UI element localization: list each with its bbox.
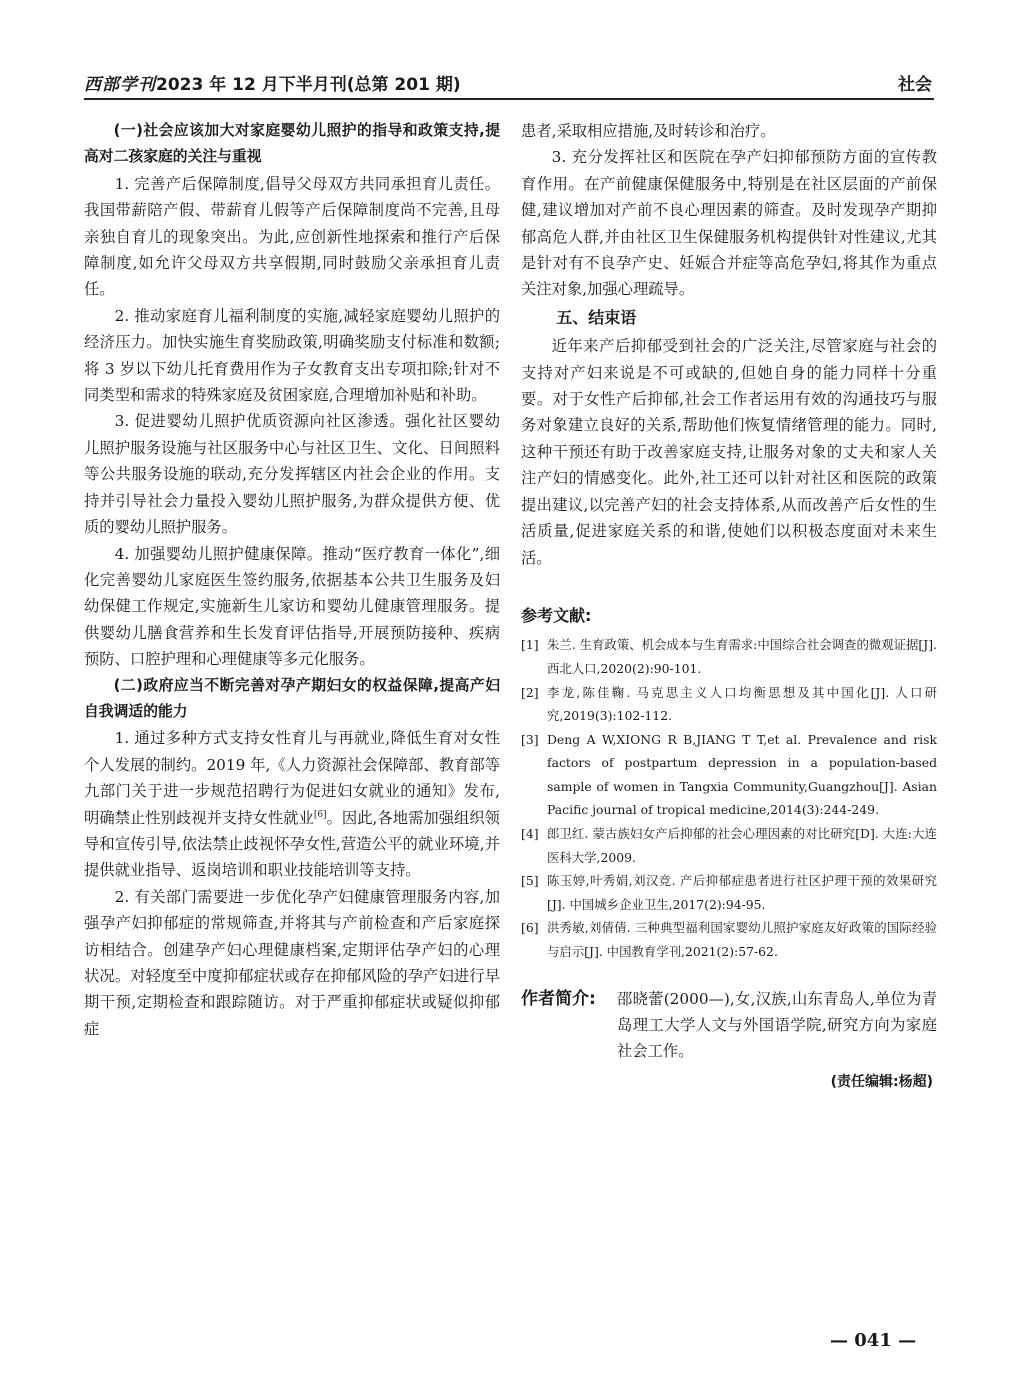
author-bio — [521, 986, 937, 1065]
reference-number: [1] — [521, 637, 539, 653]
reference-text: 李龙,陈佳鞠. 马克思主义人口均衡思想及其中国化[J]. 人口研究,2019(3):102-112. — [547, 684, 937, 724]
paragraph: 3. 充分发挥社区和医院在孕产妇抑郁预防方面的宣传教育作用。在产前健康保健服务中,特别是在社区层面的产前保健,建议增加对产前不良心理因素的筛查。及时发现孕产期抑郁高危人群,并由社区卫生保健服务机构提供针对性建议,尤其是针对有不良孕产史、妊娠合并症等高危孕妇,将其作为重点关注对象,加强心理疏导。 — [521, 148, 937, 299]
reference-number: [2] — [521, 684, 539, 700]
reference-number: [4] — [521, 826, 539, 842]
reference-item — [521, 916, 937, 963]
right-column — [521, 118, 937, 1095]
reference-item — [521, 869, 937, 916]
paragraph: 患者,采取相应措施,及时转诊和治疗。 — [521, 122, 776, 140]
section-tag: 社会 — [898, 75, 932, 95]
reference-number: [5] — [521, 873, 539, 889]
reference-text: 洪秀敏,刘倩倩. 三种典型福利国家婴幼儿照护家庭友好政策的国际经验与启示[J]. 中国教育学刊,2021(2):57-62. — [547, 920, 937, 960]
reference-text: 郎卫红. 蒙古族妇女产后抑郁的社会心理因素的对比研究[D]. 大连:大连医科大学,2009. — [547, 826, 937, 865]
journal-logo: 西部学刊 — [84, 75, 156, 95]
paragraph-text: 1. 通过多种方式支持女性育儿与再就业,降低生育对女性个人发展的制约。2019 年,《人力资源社会保障部、教育部等九部门关于进一步规范招聘行为促进妇女就业的通知》发布,明确禁止性别歧视并支持女性就业 — [84, 729, 500, 827]
references-title: 参考文献: — [521, 605, 592, 625]
section-heading-conclusion: 五、结束语 — [556, 307, 637, 327]
running-header — [84, 68, 934, 100]
journal-issue-line — [84, 70, 461, 95]
paragraph: 2. 推动家庭育儿福利制度的实施,减轻家庭婴幼儿照护的经济压力。加快实施生育奖励政策,明确奖励支付标准和数额;将 3 岁以下幼儿托育费用作为子女教育支出专项扣除;针对不同类型和需求的特殊家庭及贫困家庭,合理增加补贴和补助。 — [84, 306, 500, 405]
reference-item — [521, 728, 937, 822]
citation-marker: [6] — [313, 809, 327, 820]
page-number: — 041 — — [830, 1330, 917, 1351]
responsible-editor: (责任编辑:杨超) — [830, 1073, 933, 1090]
reference-text: 陈玉婷,叶秀娟,刘汉竞. 产后抑郁症患者进行社区护理干预的效果研究[J]. 中国城乡企业卫生,2017(2):94-95. — [547, 873, 937, 912]
paragraph — [84, 725, 500, 883]
reference-item — [521, 822, 937, 869]
paragraph: 1. 完善产后保障制度,倡导父母双方共同承担育儿责任。我国带薪陪产假、带薪育儿假等产后保障制度尚不完善,且母亲独自育儿的现象突出。为此,应创新性地探索和推行产后保障制度,如允许父母双方共享假期,同时鼓励父亲承担育儿责任。 — [84, 174, 500, 299]
reference-text: 朱兰. 生育政策、机会成本与生育需求:中国综合社会调查的微观证据[J]. 西北人口,2020(2):90-101. — [547, 637, 937, 676]
paragraph: 2. 有关部门需要进一步优化孕产妇健康管理服务内容,加强孕产妇抑郁症的常规筛查,并将其与产前检查和产后家庭探访相结合。创建孕产妇心理健康档案,定期评估孕产妇的心理状况。对轻度至中度抑郁症状或存在抑郁风险的孕产妇进行早期干预,定期检查和跟踪随访。对于严重抑郁症状或疑似抑郁症 — [84, 887, 500, 1038]
subheading-1: (一)社会应该加大对家庭婴幼儿照护的指导和政策支持,提高对二孩家庭的关注与重视 — [84, 122, 500, 166]
paragraph-text: 。因此,各地需加强组织领导和宣传引导,依法禁止歧视怀孕女性,营造公平的就业环境,并提供就业指导、返岗培训和职业技能培训等支持。 — [84, 808, 500, 880]
reference-number: [6] — [521, 920, 539, 936]
reference-item — [521, 633, 937, 680]
subheading-2: (二)政府应当不断完善对孕产期妇女的权益保障,提高产妇自我调适的能力 — [84, 676, 500, 720]
reference-item — [521, 681, 937, 728]
paragraph: 3. 促进婴幼儿照护优质资源向社区渗透。强化社区婴幼儿照护服务设施与社区服务中心与社区卫生、文化、日间照料等公共服务设施的联动,充分发挥辖区内社会企业的作用。支持并引导社会力量投入婴幼儿照护服务,为群众提供方便、优质的婴幼儿照护服务。 — [84, 412, 500, 537]
author-bio-label: 作者简介: — [521, 988, 596, 1009]
issue-info: 2023 年 12 月下半月刊(总第 201 期) — [156, 75, 461, 95]
references-list — [521, 633, 937, 963]
author-bio-text: 邵晓蕾(2000—),女,汉族,山东青岛人,单位为青岛理工大学人文与外国语学院,研究方向为家庭社会工作。 — [617, 989, 937, 1061]
paragraph: 4. 加强婴幼儿照护健康保障。推动“医疗教育一体化”,细化完善婴幼儿家庭医生签约服务,依据基本公共卫生服务及妇幼保健工作规定,实施新生儿家访和婴幼儿健康管理服务。提供婴幼儿膳食营养和生长发育评估指导,开展预防接种、疾病预防、口腔护理和心理健康等多元化服务。 — [84, 544, 500, 669]
reference-text: Deng A W,XIONG R B,JIANG T T,et al. Prevalence and risk factors of postpartum depression in a population-based sample of women in Tangxia Community,Guangzhou[J]. Asian Pacific journal of tropical medicine,2014(3):244-249. — [547, 731, 937, 818]
left-column — [84, 118, 500, 1042]
reference-number: [3] — [521, 731, 539, 747]
paragraph: 近年来产后抑郁受到社会的广泛关注,尽管家庭与社会的支持对产妇来说是不可或缺的,但她自身的能力同样十分重要。对于女性产后抑郁,社会工作者运用有效的沟通技巧与服务对象建立良好的关系,帮助他们恢复情绪管理的能力。同时,这种干预还有助于改善家庭支持,让服务对象的丈夫和家人关注产妇的情感变化。此外,社工还可以针对社区和医院的政策提出建议,以完善产妇的社会支持体系,从而改善产后女性的生活质量,促进家庭关系的和谐,使她们以积极态度面对未来生活。 — [521, 337, 937, 567]
